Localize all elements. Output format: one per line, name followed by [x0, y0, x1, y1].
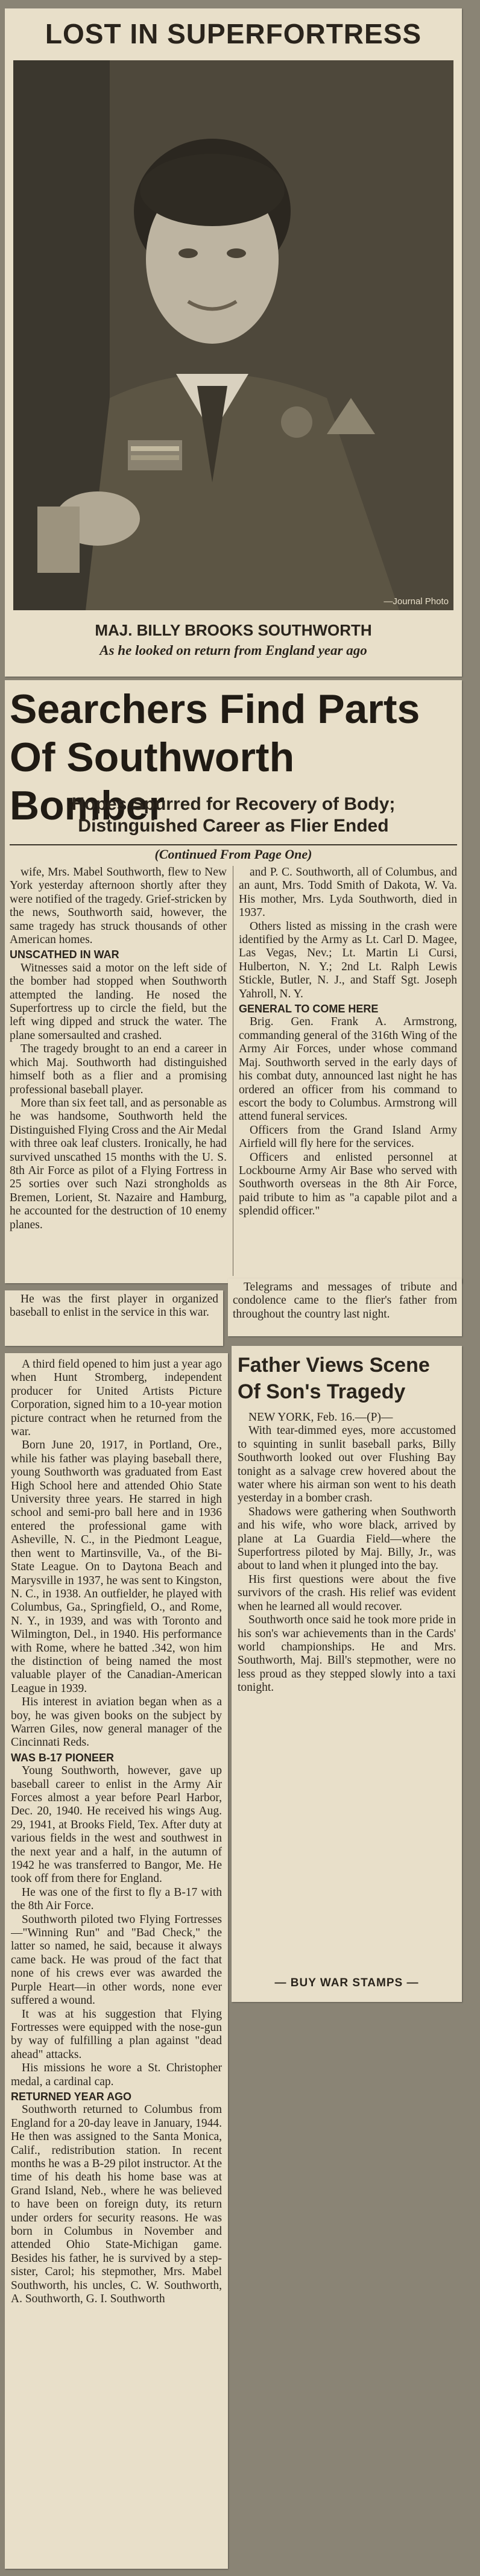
clipping-first-player: [5, 1290, 223, 1346]
article-column-right: [239, 866, 457, 1280]
portrait-photo: [13, 60, 453, 610]
section-subhead: WAS B-17 PIONEER: [11, 1751, 115, 1764]
article-paragraph: Southworth returned to Columbus from England for a 20-day leave in January, 1944. He then was assigned to the Santa Monica, Calif., redistribution station. In recent months he was a B-29 pilot instructor. At the time of his death his home base was at Grand Island, Neb., where he was believed to have been on foreign duty, its return under orders for security reasons. He was born in Columbus in November and attended Ohio State-Michigan game. Besides his father, he is survived by a step-sister, Carol; his stepmother, Mrs. Mabel Southworth, his uncles, C. W. Southworth, A. Southworth, G. I. Southworth: [11, 2103, 222, 2306]
article-paragraph: With tear-dimmed eyes, more accustomed to squinting in sunlit baseball parks, Billy Southworth looked out over Flushing Bay tonight as a salvage crew hovered about the water where his airman son went to his death yesterday in a bomber crash.: [238, 1424, 456, 1505]
article-paragraph: His interest in aviation began when as a boy, he was given books on the subject by Warren Giles, now general manager of the Cincinnati Reds.: [11, 1696, 222, 1749]
article-paragraph: The tragedy brought to an end a career in which Maj. Southworth had distinguished himself both as a flier and a promising professional baseball player.: [10, 1043, 227, 1096]
section-subhead: UNSCATHED IN WAR: [10, 949, 119, 961]
telegrams-text: Telegrams and messages of tribute and condolence came to the flier's father from throughout the country last night.: [233, 1281, 457, 1321]
soldier-portrait-image: [13, 60, 453, 610]
headline-line-1: Searchers Find Parts: [10, 686, 420, 732]
father-article-text: [238, 1411, 456, 1972]
article-paragraph: Southworth piloted two Flying Fortresses—"Winning Run" and "Bad Check," the latter so named, he said, because it always came back. He was proud of the fact that none of his crews ever was awarded the Purple Heart—in other words, none ever suffered a wound.: [11, 1913, 222, 2007]
clipping-career-column: [5, 1353, 228, 2569]
first-player-text: He was the first player in organized baseball to enlist in the service in this war.: [10, 1293, 218, 1319]
clipping-father-views: [232, 1346, 462, 2002]
article-paragraph: Others listed as missing in the crash were identified by the Army as Lt. Carl D. Magee, Las Vegas, Nev.; Lt. Martin Li Cursi, Hulberton, N. Y.; 2nd Lt. Ralph Lewis Stickle, Butler, N. J., and Staff Sgt. Joseph Yahroll, N. Y.: [239, 920, 457, 1000]
article-paragraph: Officers from the Grand Island Army Airfield will fly here for the services.: [239, 1123, 457, 1151]
rule-top: [10, 844, 457, 845]
article-paragraph: Born June 20, 1917, in Portland, Ore., while his father was playing baseball there, young Southworth was graduated from East High School here and attended Ohio State University three years. He starred in high school and semi-pro ball here and in 1936 entered the professional game with Asheville, N. C., in the Piedmont League, then went to Martinsville, Va., of the Bi-State League. On to Daytona Beach and Marysville in 1937, he was sent to Kingston, N. C., in 1938. An outfielder, he played with Columbus, Ga., Springfield, O., and Rome, N. Y., in 1939, and was with Toronto and Wilmington, Del., in 1940. His performance with Rome, where he batted .342, won him the distinction of being named the most valuable player of the Canadian-American League in 1939.: [11, 1439, 222, 1695]
photo-credit: —Journal Photo: [384, 596, 449, 607]
article-paragraph: Shadows were gathering when Southworth and his wife, who wore black, arrived by plane at La Guardia Field—where the Superfortress piloted by Maj. Billy, Jr., was about to land when it plunged into the bay.: [238, 1505, 456, 1573]
caption-name: MAJ. BILLY BROOKS SOUTHWORTH: [95, 621, 372, 639]
continued-note: (Continued From Page One): [154, 847, 312, 862]
section-subhead: GENERAL TO COME HERE: [239, 1003, 379, 1015]
subheadline-line-1: Hopes Spurred for Recovery of Body;: [71, 794, 396, 814]
subheadline-line-2: Distinguished Career as Flier Ended: [78, 816, 389, 836]
subheadline: [5, 794, 462, 837]
article-paragraph: Young Southworth, however, gave up baseball career to enlist in the Army Air Forces almost a year before Pearl Harbor, Dec. 20, 1940. He received his wings Aug. 29, 1941, at Brooks Field, Tex. After duty at various fields in the west and southwest in the next year and a half, in the autumn of 1942 he was transferred to Bangor, Me. He took off from there for England.: [11, 1764, 222, 1886]
article-paragraph: Southworth once said he took more pride in his son's war achievements than in the Cards' world championships. He and Mrs. Southworth, Maj. Bill's stepmother, were no less proud as they stepped slowly into a taxi tonight.: [238, 1614, 456, 1694]
article-paragraph: He was one of the first to fly a B-17 with the 8th Air Force.: [11, 1886, 222, 1913]
father-title: [238, 1352, 456, 1405]
article-paragraph: wife, Mrs. Mabel Southworth, flew to New York yesterday afternoon shortly after they were notified of the tragedy. Grief-stricken by the news, Southworth said, however, the same tragedy has struck thousands of other American homes.: [10, 866, 227, 947]
article-paragraph: Witnesses said a motor on the left side of the bomber had stopped when Southworth attempted the landing. He nosed the Superfortress up to circle the field, but the left wing dipped and struck the water. The plane somersaulted and crashed.: [10, 961, 227, 1042]
dateline-text: NEW YORK, Feb. 16.—(P)—: [248, 1411, 393, 1424]
clipping-header: LOST IN SUPERFORTRESS: [45, 18, 422, 49]
buy-war-stamps: — BUY WAR STAMPS —: [274, 1977, 419, 1989]
article-paragraph: His first questions were about the five survivors of the crash. His relief was evident when he learned all would recover.: [238, 1573, 456, 1613]
article-paragraph: His missions he wore a St. Christopher medal, a cardinal cap.: [11, 2062, 222, 2088]
father-title-line-2: Of Son's Tragedy: [238, 1380, 406, 1403]
article-paragraph: Officers and enlisted personnel at Lockbourne Army Air Base who served with Southworth overseas in the 8th Air Force, paid tribute to him as "a capable pilot and a splendid officer.": [239, 1151, 457, 1218]
article-paragraph: More than six feet tall, and as personable as he was handsome, Southworth held the Distinguished Flying Cross and the Air Medal with three oak leaf clusters. Ironically, he had survived unscathed 15 months with the U. S. 8th Air Force as pilot of a Flying Fortress in 25 sorties over such Nazi strongholds as Bremen, Lorient, St. Nazaire and Hamburg, he accounted for the destruction of 10 enemy planes.: [10, 1096, 227, 1231]
clipping-telegrams: [228, 1278, 462, 1336]
section-subhead: RETURNED YEAR AGO: [11, 2090, 132, 2103]
article-paragraph: It was at his suggestion that Flying Fortresses were equipped with the nose-gun by way of fulfilling a plan against "dead ahead" attacks.: [11, 2007, 222, 2061]
article-paragraph: A third field opened to him just a year ago when Hunt Stromberg, independent producer for United Artists Picture Corporation, signed him to a 10-year motion picture contract when he returned from the war.: [11, 1358, 222, 1439]
father-title-line-1: Father Views Scene: [238, 1354, 430, 1377]
article-paragraph: Brig. Gen. Frank A. Armstrong, commanding general of the 316th Wing of the Army Air Forces, under whose command Maj. Southworth served in the early days of his combat duty, announced last night he has ordered an officer from his command to escort the body to Columbus. Armstrong will attend funeral services.: [239, 1015, 457, 1123]
career-column-text: [11, 1358, 222, 2564]
article-column-left: [10, 866, 227, 1280]
caption-subtitle: As he looked on return from England year ago: [99, 643, 367, 658]
clipping-photo: [5, 8, 462, 677]
article-paragraph: and P. C. Southworth, all of Columbus, and an aunt, Mrs. Todd Smith of Dakota, W. Va. His mother, Mrs. Lyda Southworth, died in 1937.: [239, 866, 457, 920]
clipping-main-article: [5, 680, 462, 1283]
father-dateline: [238, 1411, 456, 1424]
headline-line-2: Of Southworth Bomber: [10, 734, 295, 829]
